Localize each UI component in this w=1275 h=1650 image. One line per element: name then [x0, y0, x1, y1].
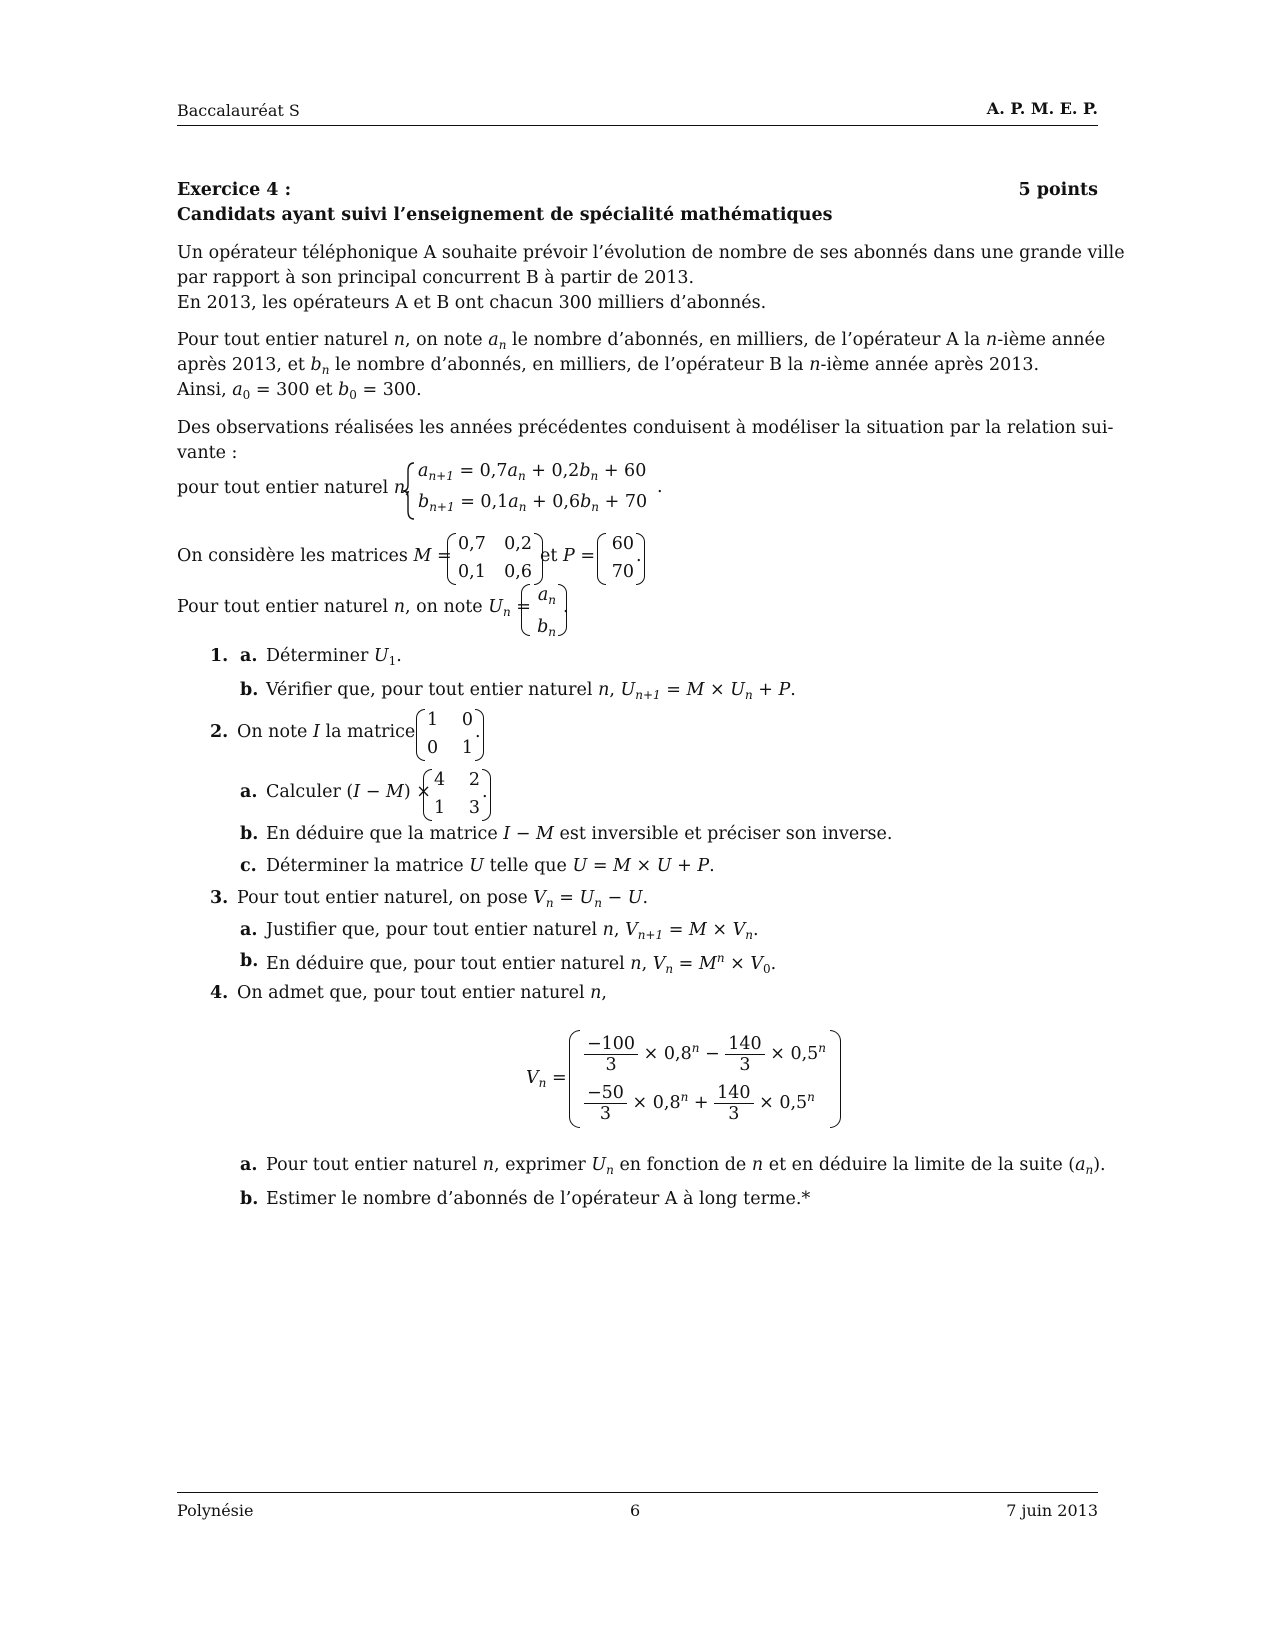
question-1b-label: b. [240, 680, 259, 700]
matrices-line: On considère les matrices M = [177, 546, 452, 566]
initial-values: Ainsi, $a_0 = 300$ et $b_0 = 300$. [177, 380, 422, 402]
vn-row-2: $\frac{-50}{3}$ × $0,8^n$ + $\frac{140}{3}$ × $0,5^n$ [584, 1083, 826, 1124]
exercise-subtitle: Candidats ayant suivi l’enseignement de spécialité mathématiques [177, 205, 833, 225]
footer-rule [177, 1492, 1098, 1493]
exercise-points: 5 points [1018, 180, 1098, 200]
question-2a-label: a. [240, 782, 258, 802]
matrix-identity: 1 0 0 1 [416, 709, 484, 761]
matrix-q: 4 2 1 3 [423, 769, 491, 821]
model-line-1: Des observations réalisées les années précédentes conduisent à modéliser la situation par la relation sui- [177, 418, 1114, 438]
vn-label: $V_n$ = [526, 1068, 567, 1090]
question-3a-text: Justifier que, pour tout entier naturel n, $V_{n+1} = M \times V_n$. [266, 920, 759, 942]
footer-page-number: 6 [630, 1501, 641, 1520]
question-3a-label: a. [240, 920, 258, 940]
question-2c-text: Déterminer la matrice U telle que U = M × U + P. [266, 856, 715, 876]
system-period: . [657, 477, 663, 497]
model-line-3: pour tout entier naturel n, [177, 478, 411, 498]
system-equation-2: $b_{n+1} = 0,1a_n + 0,6b_n + 70$ [418, 492, 648, 514]
question-2-number: 2. [210, 722, 229, 742]
definition-line-2: après 2013, et $b_n$ le nombre d’abonnés, en milliers, de l’opérateur B la n-ième année après 2013. [177, 355, 1040, 377]
intro-line-1: Un opérateur téléphonique A souhaite prévoir l’évolution de nombre de ses abonnés dans une grande ville [177, 243, 1125, 263]
question-4a-label: a. [240, 1155, 258, 1175]
matrix-un: $a_n$ $b_n$ [521, 584, 567, 636]
identity-period: . [475, 722, 481, 742]
question-1a-text: Déterminer $U_1$. [266, 646, 402, 668]
un-definition: Pour tout entier naturel n, on note $U_n$ = [177, 597, 531, 619]
question-2b-text: En déduire que la matrice I − M est inversible et préciser son inverse. [266, 824, 893, 844]
question-4-text: On admet que, pour tout entier naturel n, [237, 983, 607, 1003]
vn-row-1: $\frac{-100}{3}$ × $0,8^n$ − $\frac{140}{3}$ × $0,5^n$ [584, 1034, 826, 1075]
question-4b-label: b. [240, 1189, 259, 1209]
question-2a-text: Calculer (I − M) × [266, 782, 431, 802]
question-3-number: 3. [210, 888, 229, 908]
matrix-p: 60 70 [597, 533, 645, 585]
footer-left: Polynésie [177, 1501, 254, 1520]
question-1b-text: Vérifier que, pour tout entier naturel n, $U_{n+1} = M \times U_n + P$. [266, 680, 796, 702]
header-right: A. P. M. E. P. [986, 99, 1098, 118]
question-3-text: Pour tout entier naturel, on pose $V_n = U_n - U$. [237, 888, 649, 910]
matrix-m: 0,7 0,2 0,1 0,6 [447, 533, 543, 585]
system-equation-1: $a_{n+1} = 0,7a_n + 0,2b_n + 60$ [418, 461, 647, 483]
intro-line-2: par rapport à son principal concurrent B à partir de 2013. [177, 268, 695, 288]
matrix-vn [569, 1030, 841, 1128]
matrices-period: . [636, 546, 642, 566]
question-2-text-body: On note I la matrice [237, 722, 416, 742]
question-1a-label: a. [240, 646, 258, 666]
question-4-number: 4. [210, 983, 229, 1003]
question-4a-text: Pour tout entier naturel n, exprimer $U_n$ en fonction de n et en déduire la limite de la suite $(a_n)$. [266, 1155, 1106, 1177]
question-4b-text: Estimer le nombre d’abonnés de l’opérateur A à long terme.* [266, 1189, 811, 1209]
model-line-2: vante : [177, 443, 238, 463]
question-2c-label: c. [240, 856, 257, 876]
question-3b-text: En déduire que, pour tout entier naturel n, $V_n = M^n \times V_0$. [266, 951, 777, 976]
footer-right: 7 juin 2013 [1006, 1501, 1098, 1520]
q-period: . [482, 782, 488, 802]
system-brace [402, 461, 416, 521]
intro-line-3: En 2013, les opérateurs A et B ont chacun 300 milliers d’abonnés. [177, 293, 767, 313]
question-1-number: 1. [210, 646, 229, 666]
matrices-et: et P = [540, 546, 595, 566]
header-left: Baccalauréat S [177, 101, 300, 120]
header-rule [177, 125, 1098, 126]
question-3b-label: b. [240, 951, 259, 971]
exercise-title: Exercice 4 : [177, 180, 292, 200]
un-period: . [563, 597, 569, 617]
question-2b-label: b. [240, 824, 259, 844]
definition-line-1: Pour tout entier naturel n, on note $a_n$ le nombre d’abonnés, en milliers, de l’opérateur A la n-ième année [177, 330, 1106, 352]
